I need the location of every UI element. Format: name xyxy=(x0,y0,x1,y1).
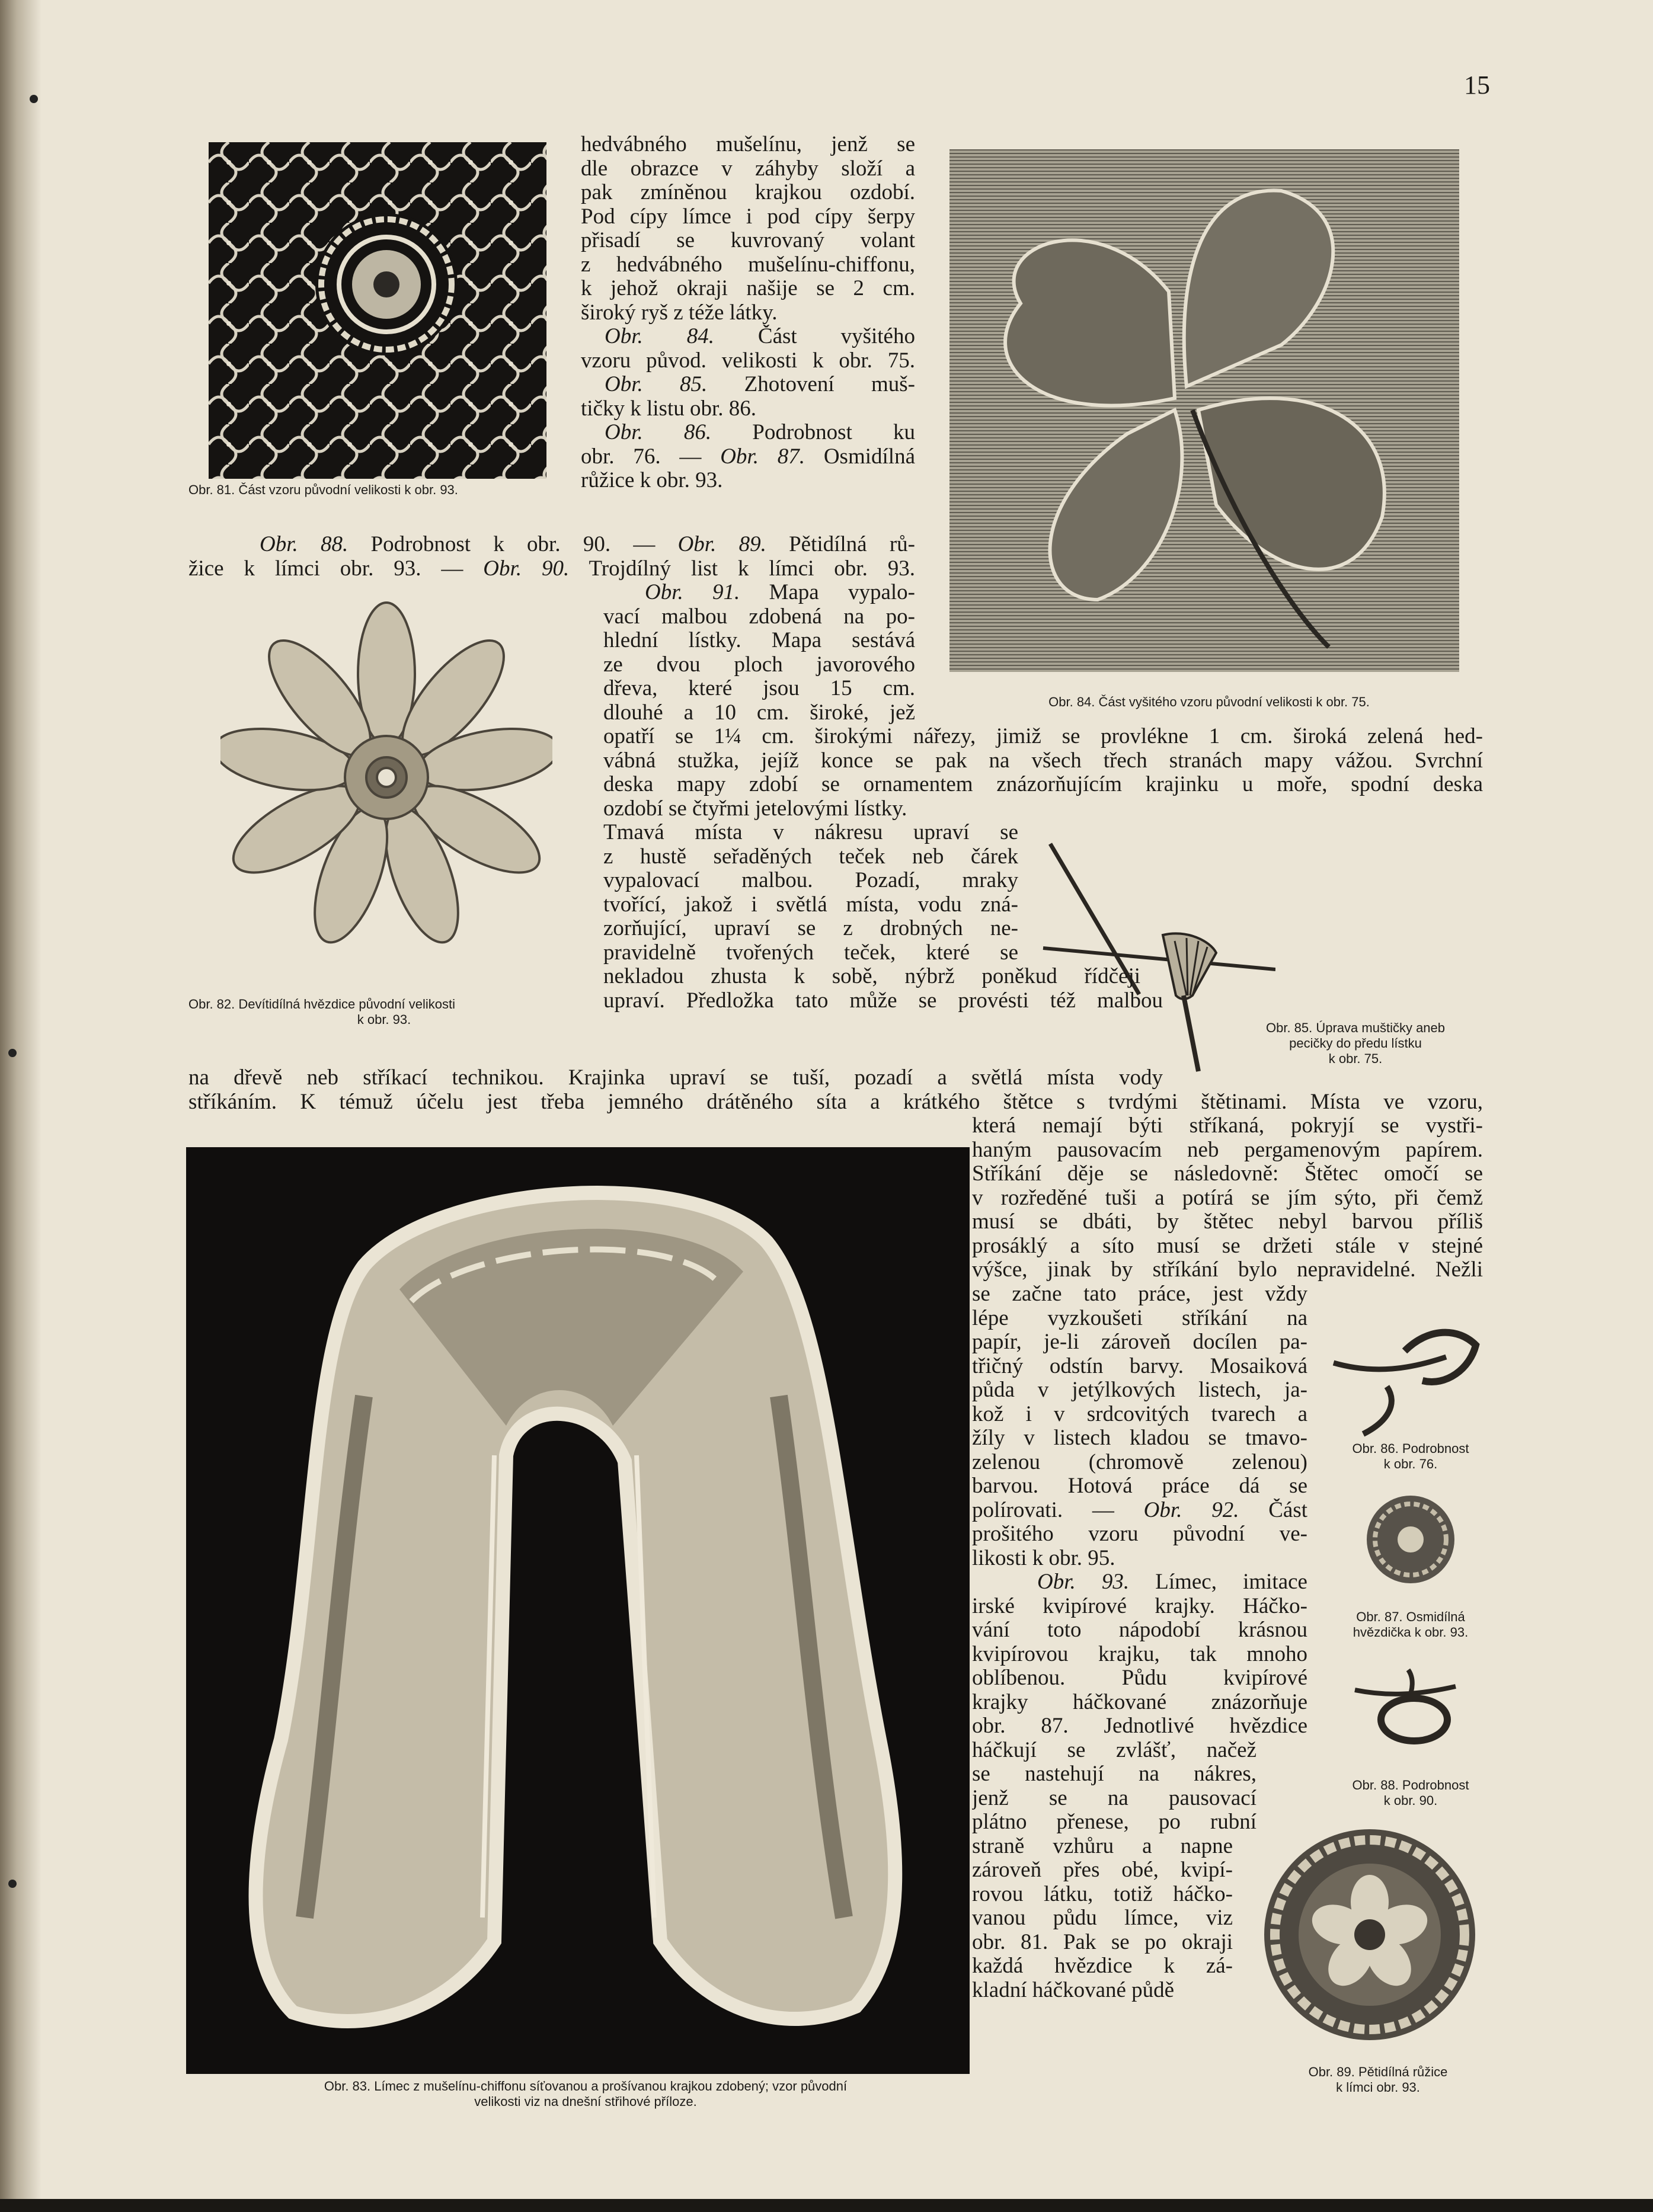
text-line: háčkují se zvlášť, načež xyxy=(972,1738,1256,1762)
figure-88-detail xyxy=(1349,1666,1473,1755)
figure-86-caption-line1: Obr. 86. Podrobnost xyxy=(1352,1441,1469,1456)
text-line: papír, je-li zároveň docílen pa- xyxy=(972,1330,1307,1354)
text-line: žice k límci obr. 93. — Obr. 90. Trojdílný list k límci obr. 93. xyxy=(188,556,915,581)
text-line: se začne tato práce, jest vždy xyxy=(972,1282,1307,1306)
text-line: krajky háčkované znázorňuje xyxy=(972,1690,1307,1714)
text-line: třičný odstín barvy. Mosaiková xyxy=(972,1354,1307,1378)
text-line: vání toto nápodobí krásnou xyxy=(972,1618,1307,1642)
text-line: vzoru původ. velikosti k obr. 75. xyxy=(581,348,915,373)
body-text-block-7 xyxy=(188,1066,1483,1114)
text-line: barvou. Hotová práce dá se xyxy=(972,1474,1307,1498)
figure-83-caption-line2: velikosti viz na dnešní střihové příloze. xyxy=(474,2094,697,2109)
text-line: vábná stužka, jejíž konce se pak na všech třech stranách mapy vážou. Svrchní xyxy=(603,748,1483,773)
text-line: široký ryš z téže látky. xyxy=(581,300,778,325)
text-line: likosti k obr. 95. xyxy=(972,1546,1115,1570)
text-line: která nemají býti stříkaná, pokryjí se vystři- xyxy=(972,1114,1483,1138)
text-line: Obr. 91. Mapa vypalo- xyxy=(645,581,915,604)
figure-87-caption-line1: Obr. 87. Osmidílná xyxy=(1356,1609,1465,1624)
figure-89-caption-line2: k límci obr. 93. xyxy=(1336,2080,1420,2095)
text-line: kož i v srdcovitých tvarech a xyxy=(972,1402,1307,1426)
text-line: zorňující, upraví se z drobných ne- xyxy=(603,917,1018,940)
text-line: obr. 87. Jednotlivé hvězdice xyxy=(972,1714,1307,1738)
text-line: Obr. 84. Část vyšitého xyxy=(605,325,915,348)
page-binding-edge xyxy=(0,0,41,2212)
text-line: tičky k listu obr. 86. xyxy=(581,396,756,421)
text-line: ze dvou ploch javorového xyxy=(603,652,915,677)
text-line: vací malbou zdobená na po- xyxy=(603,604,915,629)
text-line: plátno přenese, po rubní xyxy=(972,1810,1256,1834)
text-line: irské kvipírové krajky. Háčko- xyxy=(972,1594,1307,1618)
text-line: deska mapy zdobí se ornamentem znázorňujícím krajinku u moře, spodní deska xyxy=(603,773,1483,796)
text-line: Obr. 86. Podrobnost ku xyxy=(605,421,915,444)
figure-82-star xyxy=(220,588,552,967)
text-line: pak zmíněnou krajkou ozdobí. xyxy=(581,181,915,204)
text-line: z hustě seřaděných teček neb čárek xyxy=(603,844,1018,869)
text-line: kladní háčkované půdě xyxy=(972,1978,1175,2002)
figure-86-detail xyxy=(1328,1304,1488,1440)
text-line: hlední lístky. Mapa sestává xyxy=(603,629,915,652)
text-line: přisadí se kuvrovaný volant xyxy=(581,229,915,252)
text-line: straně vzhůru a napne xyxy=(972,1834,1233,1858)
text-line: v rozředěné tuši a potírá se jím sýto, při čemž xyxy=(972,1186,1483,1210)
body-text-block-2 xyxy=(581,325,915,493)
text-line: Obr. 88. Podrobnost k obr. 90. — Obr. 89. Pětidílná rů- xyxy=(260,533,915,556)
body-text-block-1 xyxy=(581,133,915,325)
figure-81-caption: Obr. 81. Část vzoru původní velikosti k obr. 93. xyxy=(188,482,458,497)
figure-88-caption-line1: Obr. 88. Podrobnost xyxy=(1352,1778,1469,1792)
figure-83-caption-line1: Obr. 83. Límec z mušelínu-chiffonu síťovanou a prošívanou krajkou zdobený; vzor původní xyxy=(324,2079,848,2093)
text-line: výšce, jinak by stříkání bylo nepravidelné. Nežli xyxy=(972,1258,1483,1282)
text-line: Obr. 85. Zhotovení muš- xyxy=(605,373,915,396)
text-line: obr. 76. — Obr. 87. Osmidílná xyxy=(581,444,915,469)
text-line: oblíbenou. Půdu kvipírové xyxy=(972,1666,1307,1690)
text-line: vanou půdu límce, viz xyxy=(972,1906,1233,1930)
body-text-block-4 xyxy=(603,581,915,725)
figure-82-caption-line2: k obr. 93. xyxy=(357,1012,411,1027)
body-text-block-5 xyxy=(603,725,1483,821)
text-line: Pod cípy límce i pod cípy šerpy xyxy=(581,204,915,229)
text-line: půda v jetýlkových listech, ja- xyxy=(972,1378,1307,1402)
text-line: jenž se na pausovací xyxy=(972,1786,1256,1810)
text-line: zelenou (chromově zelenou) xyxy=(972,1450,1307,1474)
text-line: opatří se 1¼ cm. širokými nářezy, jimiž se provlékne 1 cm. široká zelená hed- xyxy=(603,725,1483,748)
figure-87-caption-line2: hvězdička k obr. 93. xyxy=(1353,1625,1469,1640)
binding-mark xyxy=(30,95,38,103)
text-line: Tmavá místa v nákresu upraví se xyxy=(603,821,1018,844)
text-line: Obr. 93. Límec, imitace xyxy=(1037,1570,1307,1594)
figure-89-caption-line1: Obr. 89. Pětidílná růžice xyxy=(1308,2064,1448,2079)
text-line: kvipírovou krajku, tak mnoho xyxy=(972,1642,1307,1666)
figure-88-caption-line2: k obr. 90. xyxy=(1383,1793,1438,1808)
figure-82-caption-line1: Obr. 82. Devítidílná hvězdice původní velikosti xyxy=(188,997,456,1011)
text-line: ozdobí se čtyřmi jetelovými lístky. xyxy=(603,796,907,821)
text-line: rovou látku, totiž háčko- xyxy=(972,1882,1233,1906)
figure-81-lace-net xyxy=(209,142,546,479)
text-line: polírovati. — Obr. 92. Část xyxy=(972,1498,1307,1522)
text-line: hedvábného mušelínu, jenž se xyxy=(581,133,915,156)
text-line: z hedvábného mušelínu-chiffonu, xyxy=(581,252,915,277)
text-line: tvořící, jakož i světlá místa, vodu zná- xyxy=(603,892,1018,917)
text-line: musí se dbáti, by štětec nebyl barvou příliš xyxy=(972,1210,1483,1234)
body-text-block-3 xyxy=(188,533,915,581)
text-line: prosáklý a síto musí se držeti stále v stejné xyxy=(972,1234,1483,1258)
figure-87-octagonal-star xyxy=(1363,1492,1458,1587)
body-text-block-9 xyxy=(972,1282,1307,1570)
figure-85-caption-line1: Obr. 85. Úprava muštičky aneb xyxy=(1265,1020,1446,1035)
text-line: obr. 81. Pak se po okraji xyxy=(972,1930,1233,1954)
text-line: každá hvězdice k zá- xyxy=(972,1954,1233,1978)
text-line: dle obrazce v záhyby složí a xyxy=(581,156,915,181)
binding-mark xyxy=(8,1049,17,1057)
binding-mark xyxy=(8,1880,17,1888)
text-line: dřeva, které jsou 15 cm. xyxy=(603,677,915,700)
figure-85-caption-line3: k obr. 75. xyxy=(1328,1051,1383,1066)
text-line: žíly v listech kladou se tmavo- xyxy=(972,1426,1307,1450)
text-line: vypalovací malbou. Pozadí, mraky xyxy=(603,869,1018,892)
body-text-block-10 xyxy=(972,1570,1307,2002)
text-line: prošitého vzoru původní ve- xyxy=(972,1522,1307,1546)
text-line: růžice k obr. 93. xyxy=(581,469,723,492)
text-line: stříkáním. K témuž účelu jest třeba jemného drátěného síta a krátkého štětce s tvrdými štětinami. Místa ve vzoru, xyxy=(188,1090,1483,1114)
text-line: pravidelně tvořených teček, které se xyxy=(603,940,1018,965)
text-line: na dřevě neb stříkací technikou. Krajinka upraví se tuší, pozadí a světlá místa vody xyxy=(188,1066,1163,1090)
figure-85-caption-line2: pecičky do předu lístku xyxy=(1289,1036,1422,1051)
text-line: nekladou zhusta k sobě, nýbrž poněkud řídčeji xyxy=(603,965,1140,988)
page-number: 15 xyxy=(1464,71,1490,100)
text-line: lépe vyzkoušeti stříkání na xyxy=(972,1306,1307,1330)
page-bottom-edge xyxy=(0,2199,1653,2212)
text-line: k jehož okraji našije se 2 cm. xyxy=(581,277,915,300)
figure-86-caption-line2: k obr. 76. xyxy=(1383,1456,1438,1471)
figure-84-clover xyxy=(949,149,1459,672)
text-line: upraví. Předložka tato může se provésti též malbou xyxy=(603,988,1163,1013)
figure-83-collar-photo xyxy=(186,1147,970,2074)
text-line: zároveň přes obé, kvipí- xyxy=(972,1858,1233,1882)
text-line: se nastehují na nákres, xyxy=(972,1762,1256,1786)
text-line: Stříkání děje se následovně: Štětec omočí se xyxy=(972,1162,1483,1186)
body-text-block-8 xyxy=(972,1114,1483,1282)
figure-84-caption: Obr. 84. Část vyšitého vzoru původní velikosti k obr. 75. xyxy=(1048,694,1370,709)
text-line: dlouhé a 10 cm. široké, jež xyxy=(603,700,915,725)
body-text-block-6 xyxy=(603,821,1163,1013)
text-line: haným pausovacím neb pergamenovým papírem. xyxy=(972,1138,1483,1162)
